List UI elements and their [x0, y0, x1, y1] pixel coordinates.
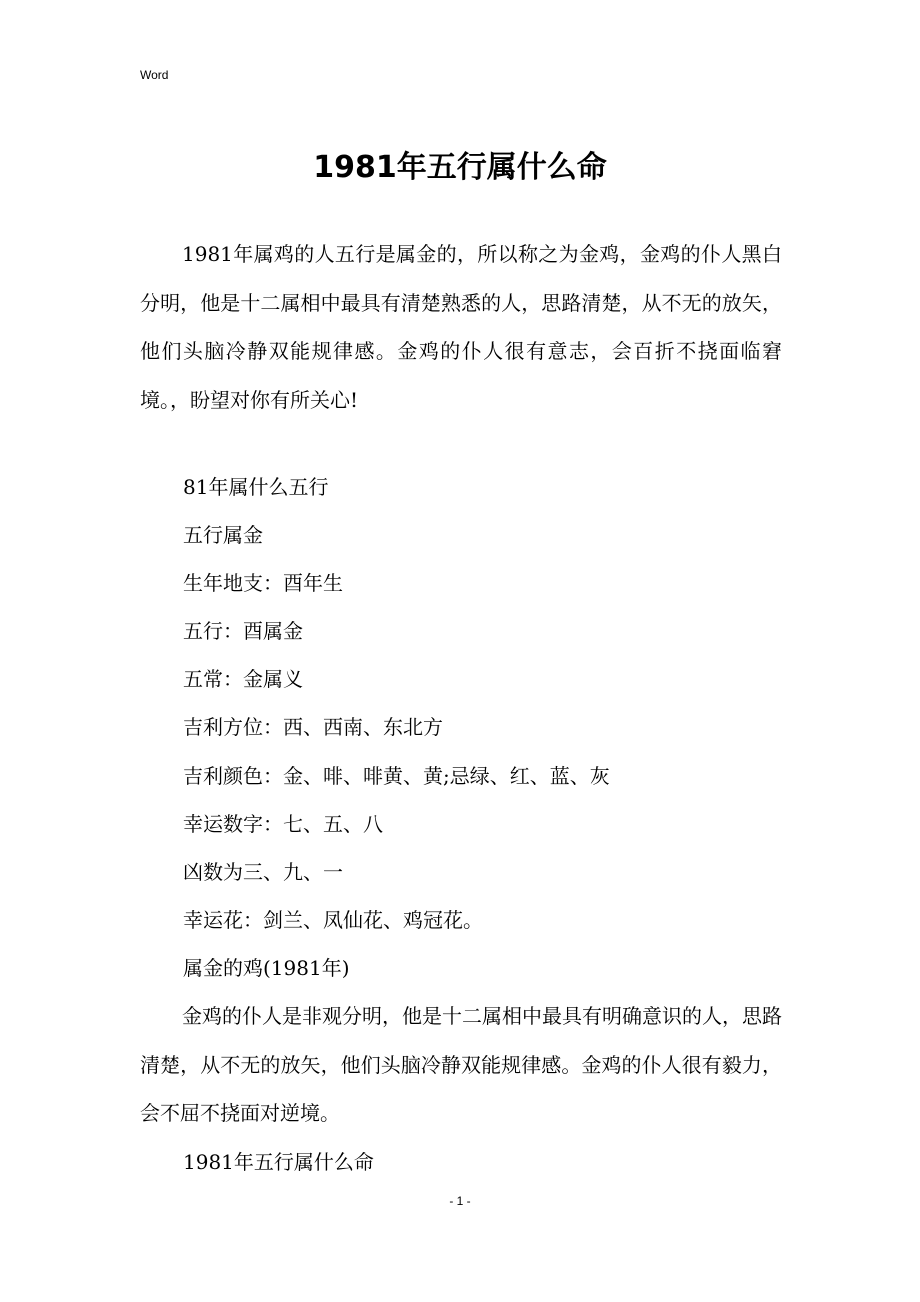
list-item: 81年属什么五行 — [183, 475, 329, 499]
list-item: 凶数为三、九、一 — [183, 860, 343, 884]
body-paragraph: 金鸡的仆人是非观分明，他是十二属相中最具有明确意识的人，思路清楚，从不无的放矢，他们头脑冷静双能规律感。金鸡的仆人很有毅力，会不屈不挠面对逆境。 — [140, 1004, 782, 1125]
list-item: 五行属金 — [183, 523, 263, 547]
list-item: 生年地支：酉年生 — [183, 571, 343, 595]
list-item: 五常：金属义 — [183, 667, 303, 691]
closing-line: 1981年五行属什么命 — [183, 1150, 374, 1174]
list-item: 幸运花：剑兰、凤仙花、鸡冠花。 — [183, 908, 483, 932]
intro-paragraph: 1981年属鸡的人五行是属金的，所以称之为金鸡，金鸡的仆人黑白分明，他是十二属相中最具有清楚熟悉的人，思路清楚，从不无的放矢，他们头脑冷静双能规律感。金鸡的仆人很有意志，会百折不挠面临窘境。，盼望对你有所关心! — [140, 242, 782, 412]
list-item: 五行：酉属金 — [183, 619, 303, 643]
list-item: 吉利方位：西、西南、东北方 — [183, 715, 443, 739]
list-item: 属金的鸡(1981年) — [183, 956, 350, 980]
list-item: 吉利颜色：金、啡、啡黄、黄;忌绿、红、蓝、灰 — [183, 764, 610, 788]
list-item: 幸运数字：七、五、八 — [183, 812, 383, 836]
app-header-label: Word — [140, 68, 169, 82]
document-title: 1981年五行属什么命 — [313, 150, 607, 185]
page-number: - 1 - — [449, 1194, 471, 1208]
